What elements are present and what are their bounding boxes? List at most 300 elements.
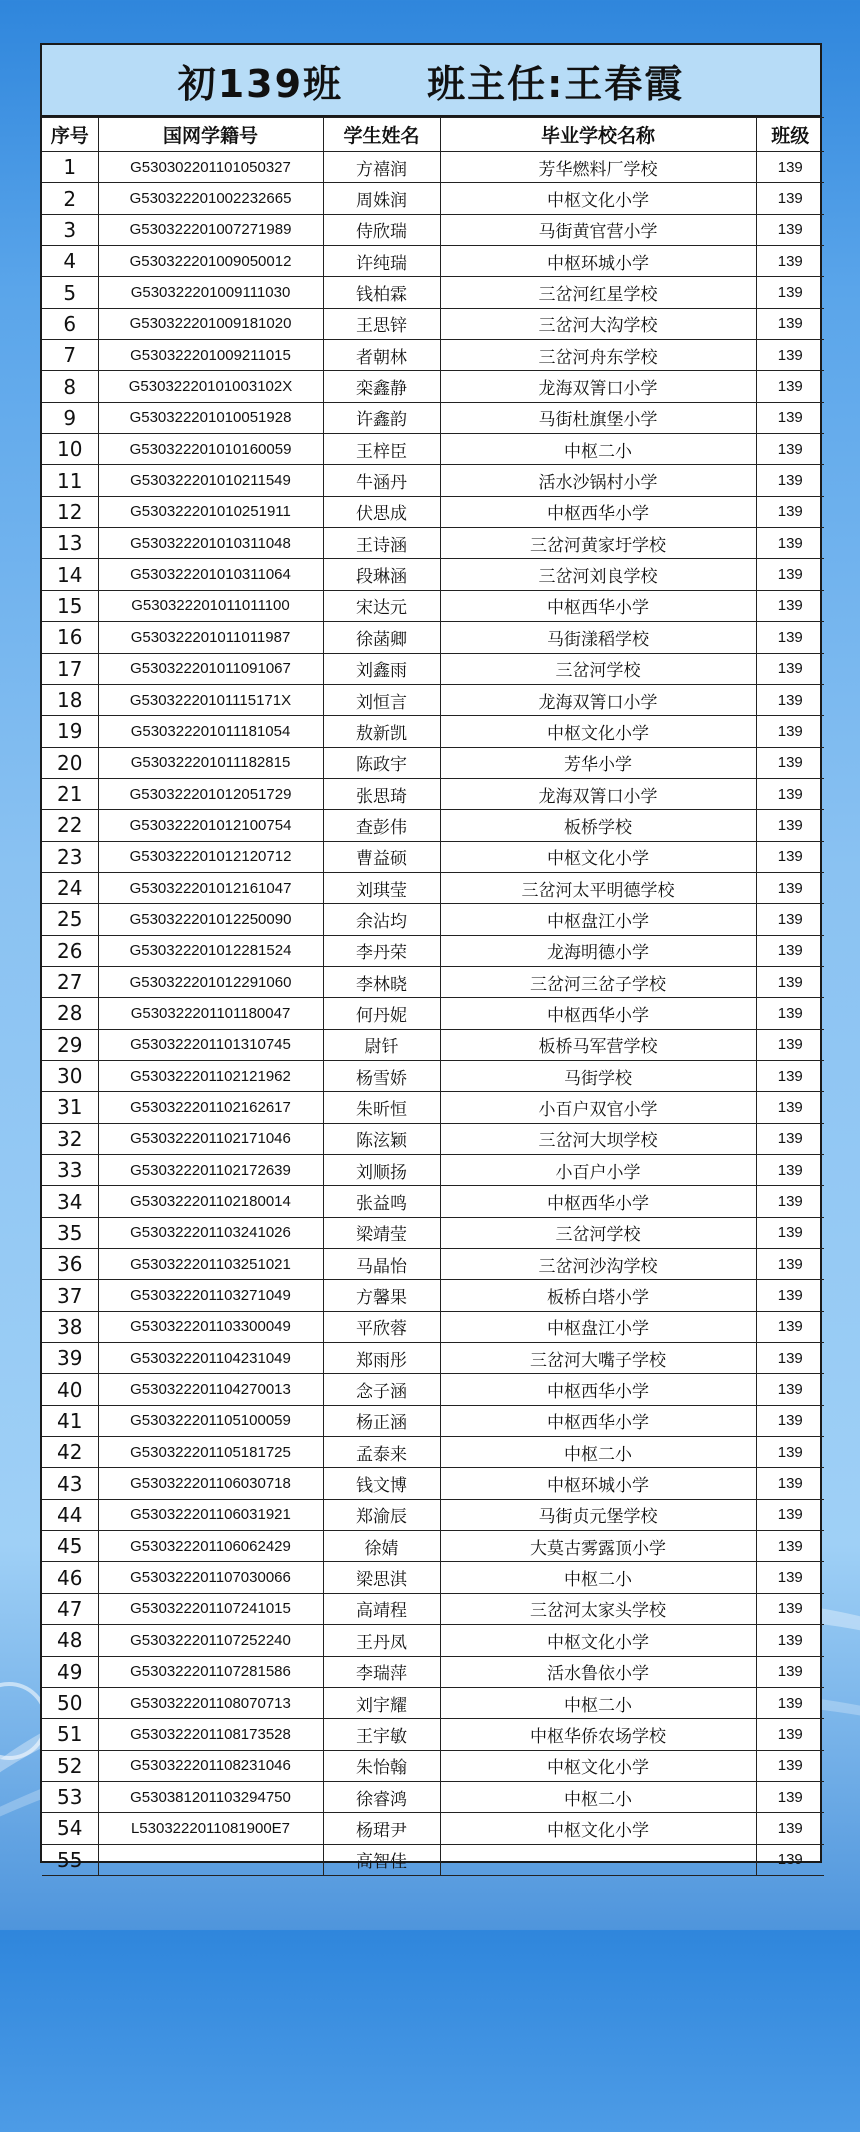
cell-class: 139 — [756, 1092, 824, 1123]
table-row — [42, 559, 824, 590]
cell-index: 34 — [42, 1186, 98, 1217]
cell-student-name: 敖新凯 — [323, 716, 440, 747]
cell-student-id: G530322201107252240 — [98, 1625, 323, 1656]
cell-index: 5 — [42, 277, 98, 308]
cell-class: 139 — [756, 1562, 824, 1593]
cell-student-name: 马晶怡 — [323, 1249, 440, 1280]
head-teacher: 班主任:王春霞 — [427, 61, 685, 106]
cell-class: 139 — [756, 371, 824, 402]
cell-student-name: 余沾均 — [323, 904, 440, 935]
cell-student-id: G530322201012291060 — [98, 966, 323, 997]
cell-school: 马街贞元堡学校 — [440, 1499, 756, 1530]
cell-student-id: G530322201011181054 — [98, 716, 323, 747]
cell-student-id: G530322201102121962 — [98, 1060, 323, 1091]
cell-index: 18 — [42, 684, 98, 715]
cell-school: 三岔河黄家圩学校 — [440, 528, 756, 559]
table-row — [42, 590, 824, 621]
cell-school: 中枢西华小学 — [440, 1186, 756, 1217]
cell-index: 40 — [42, 1374, 98, 1405]
cell-student-id: G530322201011011987 — [98, 622, 323, 653]
cell-index: 51 — [42, 1719, 98, 1750]
cell-student-name: 曹益硕 — [323, 841, 440, 872]
table-row — [42, 1155, 824, 1186]
cell-index: 2 — [42, 183, 98, 214]
cell-school: 中枢二小 — [440, 1687, 756, 1718]
cell-student-name: 刘宇耀 — [323, 1687, 440, 1718]
cell-index: 23 — [42, 841, 98, 872]
cell-student-name: 李林晓 — [323, 966, 440, 997]
cell-student-id: G530322201103241026 — [98, 1217, 323, 1248]
table-row — [42, 402, 824, 433]
cell-student-name: 侍欣瑞 — [323, 214, 440, 245]
cell-index: 20 — [42, 747, 98, 778]
table-row — [42, 841, 824, 872]
cell-school: 马街黄官营小学 — [440, 214, 756, 245]
cell-student-id: G530322201009050012 — [98, 246, 323, 277]
cell-school: 中枢二小 — [440, 1437, 756, 1468]
cell-student-name: 王梓臣 — [323, 434, 440, 465]
table-row — [42, 1656, 824, 1687]
cell-class: 139 — [756, 1374, 824, 1405]
table-row — [42, 1405, 824, 1436]
cell-class: 139 — [756, 183, 824, 214]
cell-index: 53 — [42, 1781, 98, 1812]
table-row — [42, 622, 824, 653]
cell-student-id: G530322201012250090 — [98, 904, 323, 935]
table-row — [42, 214, 824, 245]
cell-index: 48 — [42, 1625, 98, 1656]
cell-school: 三岔河红星学校 — [440, 277, 756, 308]
cell-student-id: G530322201011182815 — [98, 747, 323, 778]
cell-class: 139 — [756, 277, 824, 308]
cell-school: 中枢西华小学 — [440, 998, 756, 1029]
cell-student-id: G530322201011011100 — [98, 590, 323, 621]
cell-class: 139 — [756, 1280, 824, 1311]
cell-school: 中枢西华小学 — [440, 1374, 756, 1405]
cell-student-id: G530322201108070713 — [98, 1687, 323, 1718]
cell-student-name: 李丹荣 — [323, 935, 440, 966]
cell-index: 3 — [42, 214, 98, 245]
cell-student-id: G530322201012161047 — [98, 872, 323, 903]
cell-school: 中枢西华小学 — [440, 1405, 756, 1436]
cell-student-id: G530322201009181020 — [98, 308, 323, 339]
cell-class: 139 — [756, 590, 824, 621]
cell-class: 139 — [756, 810, 824, 841]
cell-student-name: 郑雨彤 — [323, 1343, 440, 1374]
cell-index: 47 — [42, 1593, 98, 1624]
cell-student-name: 周姝润 — [323, 183, 440, 214]
cell-class: 139 — [756, 1060, 824, 1091]
cell-index: 28 — [42, 998, 98, 1029]
cell-class: 139 — [756, 402, 824, 433]
cell-student-name: 梁思淇 — [323, 1562, 440, 1593]
cell-school: 中枢环城小学 — [440, 1468, 756, 1499]
table-row — [42, 1249, 824, 1280]
cell-class: 139 — [756, 434, 824, 465]
cell-index: 33 — [42, 1155, 98, 1186]
cell-student-name: 王思锌 — [323, 308, 440, 339]
cell-class: 139 — [756, 496, 824, 527]
table-row — [42, 1343, 824, 1374]
table-row — [42, 998, 824, 1029]
cell-class: 139 — [756, 559, 824, 590]
cell-school: 中枢二小 — [440, 1562, 756, 1593]
cell-class: 139 — [756, 935, 824, 966]
cell-index: 27 — [42, 966, 98, 997]
cell-student-name: 徐菡卿 — [323, 622, 440, 653]
cell-class: 139 — [756, 1593, 824, 1624]
cell-student-name: 徐睿鸿 — [323, 1781, 440, 1812]
cell-index: 10 — [42, 434, 98, 465]
cell-student-name: 方馨果 — [323, 1280, 440, 1311]
cell-student-name: 高智佳 — [323, 1844, 440, 1875]
table-row — [42, 371, 824, 402]
cell-student-name: 钱柏霖 — [323, 277, 440, 308]
cell-index: 46 — [42, 1562, 98, 1593]
cell-student-id: G530322201102162617 — [98, 1092, 323, 1123]
cell-student-id: G530322201108231046 — [98, 1750, 323, 1781]
cell-student-id: G530322201009111030 — [98, 277, 323, 308]
table-row — [42, 1468, 824, 1499]
cell-index: 8 — [42, 371, 98, 402]
table-row — [42, 1531, 824, 1562]
cell-school: 中枢盘江小学 — [440, 904, 756, 935]
cell-student-name: 念子涵 — [323, 1374, 440, 1405]
table-row — [42, 246, 824, 277]
table-row — [42, 778, 824, 809]
cell-student-name: 王诗涵 — [323, 528, 440, 559]
cell-school: 中枢二小 — [440, 434, 756, 465]
cell-student-id: G530322201010160059 — [98, 434, 323, 465]
cell-student-name: 朱昕恒 — [323, 1092, 440, 1123]
cell-index: 19 — [42, 716, 98, 747]
cell-student-name: 平欣蓉 — [323, 1311, 440, 1342]
cell-student-name: 张益鸣 — [323, 1186, 440, 1217]
cell-school: 板桥白塔小学 — [440, 1280, 756, 1311]
table-row — [42, 496, 824, 527]
cell-student-name: 许鑫韵 — [323, 402, 440, 433]
cell-student-id: G530322201107030066 — [98, 1562, 323, 1593]
cell-student-id: G530322201012281524 — [98, 935, 323, 966]
cell-student-id — [98, 1844, 323, 1875]
column-header-student-name: 学生姓名 — [323, 118, 440, 152]
table-row — [42, 434, 824, 465]
cell-school: 三岔河太平明德学校 — [440, 872, 756, 903]
cell-class: 139 — [756, 214, 824, 245]
cell-school: 马街学校 — [440, 1060, 756, 1091]
cell-school: 三岔河学校 — [440, 653, 756, 684]
table-row — [42, 1374, 824, 1405]
table-row — [42, 1217, 824, 1248]
cell-student-name: 查彭伟 — [323, 810, 440, 841]
cell-school: 中枢西华小学 — [440, 590, 756, 621]
cell-index: 31 — [42, 1092, 98, 1123]
table-header-row — [42, 118, 824, 152]
cell-index: 37 — [42, 1280, 98, 1311]
cell-index: 55 — [42, 1844, 98, 1875]
cell-student-id: G530381201103294750 — [98, 1781, 323, 1812]
cell-student-name: 牛涵丹 — [323, 465, 440, 496]
cell-school: 三岔河舟东学校 — [440, 340, 756, 371]
cell-student-name: 郑渝辰 — [323, 1499, 440, 1530]
cell-student-id: L5303222011081900E7 — [98, 1813, 323, 1844]
cell-school: 中枢西华小学 — [440, 496, 756, 527]
class-name: 初139班 — [177, 61, 344, 106]
cell-student-id: G530322201010211549 — [98, 465, 323, 496]
cell-student-id: G530322201104270013 — [98, 1374, 323, 1405]
cell-index: 52 — [42, 1750, 98, 1781]
cell-class: 139 — [756, 747, 824, 778]
cell-class: 139 — [756, 1531, 824, 1562]
cell-class: 139 — [756, 778, 824, 809]
cell-student-id: G530322201101180047 — [98, 998, 323, 1029]
cell-index: 7 — [42, 340, 98, 371]
cell-student-name: 许纯瑞 — [323, 246, 440, 277]
cell-student-id: G530322201009211015 — [98, 340, 323, 371]
table-row — [42, 1562, 824, 1593]
cell-student-name: 王宇敏 — [323, 1719, 440, 1750]
cell-student-id: G530322201108173528 — [98, 1719, 323, 1750]
cell-school: 中枢二小 — [440, 1781, 756, 1812]
cell-class: 139 — [756, 1217, 824, 1248]
cell-student-name: 李瑞萍 — [323, 1656, 440, 1687]
cell-student-id: G530322201101310745 — [98, 1029, 323, 1060]
cell-school: 中枢华侨农场学校 — [440, 1719, 756, 1750]
cell-school: 龙海双箐口小学 — [440, 684, 756, 715]
cell-class: 139 — [756, 904, 824, 935]
cell-student-id: G530322201104231049 — [98, 1343, 323, 1374]
table-row — [42, 1781, 824, 1812]
cell-student-id: G530322201012100754 — [98, 810, 323, 841]
cell-student-name: 杨珺尹 — [323, 1813, 440, 1844]
cell-index: 13 — [42, 528, 98, 559]
cell-student-id: G530322201103300049 — [98, 1311, 323, 1342]
column-header-school: 毕业学校名称 — [440, 118, 756, 152]
cell-student-name: 方禧润 — [323, 152, 440, 183]
cell-student-id: G530322201012051729 — [98, 778, 323, 809]
table-row — [42, 528, 824, 559]
cell-school: 三岔河太家头学校 — [440, 1593, 756, 1624]
table-row — [42, 1625, 824, 1656]
cell-student-name: 刘鑫雨 — [323, 653, 440, 684]
table-row — [42, 935, 824, 966]
cell-student-id: G530322201107281586 — [98, 1656, 323, 1687]
cell-class: 139 — [756, 1687, 824, 1718]
column-header-index: 序号 — [42, 118, 98, 152]
cell-school: 芳华小学 — [440, 747, 756, 778]
cell-school: 小百户小学 — [440, 1155, 756, 1186]
cell-student-name: 梁靖莹 — [323, 1217, 440, 1248]
cell-class: 139 — [756, 1625, 824, 1656]
cell-student-id: G530322201007271989 — [98, 214, 323, 245]
table-row — [42, 1437, 824, 1468]
cell-student-id: G530322201103271049 — [98, 1280, 323, 1311]
table-row — [42, 183, 824, 214]
cell-student-name: 陈泫颖 — [323, 1123, 440, 1154]
cell-school: 芳华燃料厂学校 — [440, 152, 756, 183]
cell-index: 24 — [42, 872, 98, 903]
cell-school: 中枢文化小学 — [440, 1625, 756, 1656]
cell-index: 6 — [42, 308, 98, 339]
cell-class: 139 — [756, 465, 824, 496]
cell-student-id: G530322201107241015 — [98, 1593, 323, 1624]
cell-student-name: 钱文博 — [323, 1468, 440, 1499]
table-row — [42, 1593, 824, 1624]
cell-student-name: 伏思成 — [323, 496, 440, 527]
table-row — [42, 653, 824, 684]
cell-student-name: 张思琦 — [323, 778, 440, 809]
cell-class: 139 — [756, 1155, 824, 1186]
cell-index: 29 — [42, 1029, 98, 1060]
cell-student-name: 宋达元 — [323, 590, 440, 621]
cell-class: 139 — [756, 1813, 824, 1844]
cell-student-name: 高靖程 — [323, 1593, 440, 1624]
cell-school: 三岔河学校 — [440, 1217, 756, 1248]
cell-school: 龙海明德小学 — [440, 935, 756, 966]
cell-school: 三岔河刘良学校 — [440, 559, 756, 590]
table-row — [42, 1719, 824, 1750]
cell-school: 龙海双箐口小学 — [440, 371, 756, 402]
cell-school: 中枢文化小学 — [440, 841, 756, 872]
cell-index: 36 — [42, 1249, 98, 1280]
cell-student-id: G530322201106030718 — [98, 1468, 323, 1499]
cell-student-id: G530322201105181725 — [98, 1437, 323, 1468]
cell-student-id: G530322201010311048 — [98, 528, 323, 559]
cell-student-name: 栾鑫静 — [323, 371, 440, 402]
table-row — [42, 308, 824, 339]
cell-student-name: 朱怡翰 — [323, 1750, 440, 1781]
cell-student-name: 杨雪娇 — [323, 1060, 440, 1091]
cell-student-name: 何丹妮 — [323, 998, 440, 1029]
table-row — [42, 465, 824, 496]
cell-school: 中枢文化小学 — [440, 1750, 756, 1781]
cell-class: 139 — [756, 1186, 824, 1217]
cell-student-name: 刘顺扬 — [323, 1155, 440, 1186]
cell-class: 139 — [756, 1656, 824, 1687]
cell-index: 12 — [42, 496, 98, 527]
cell-student-id: G530322201103251021 — [98, 1249, 323, 1280]
cell-index: 43 — [42, 1468, 98, 1499]
cell-student-id: G530322201012120712 — [98, 841, 323, 872]
cell-student-id: G53032220101003102X — [98, 371, 323, 402]
table-row — [42, 1311, 824, 1342]
table-row — [42, 1186, 824, 1217]
cell-student-name: 刘恒言 — [323, 684, 440, 715]
cell-class: 139 — [756, 308, 824, 339]
cell-index: 42 — [42, 1437, 98, 1468]
column-header-student-id: 国网学籍号 — [98, 118, 323, 152]
table-row — [42, 684, 824, 715]
table-row — [42, 1750, 824, 1781]
cell-student-id: G530322201002232665 — [98, 183, 323, 214]
table-row — [42, 716, 824, 747]
cell-class: 139 — [756, 1750, 824, 1781]
table-row — [42, 747, 824, 778]
cell-class: 139 — [756, 872, 824, 903]
cell-school: 三岔河三岔子学校 — [440, 966, 756, 997]
cell-class: 139 — [756, 684, 824, 715]
cell-school — [440, 1844, 756, 1875]
cell-school: 马街漾稻学校 — [440, 622, 756, 653]
table-row — [42, 810, 824, 841]
cell-index: 39 — [42, 1343, 98, 1374]
cell-school: 中枢文化小学 — [440, 716, 756, 747]
cell-index: 45 — [42, 1531, 98, 1562]
cell-school: 板桥马军营学校 — [440, 1029, 756, 1060]
cell-student-name: 杨正涵 — [323, 1405, 440, 1436]
cell-school: 中枢盘江小学 — [440, 1311, 756, 1342]
cell-class: 139 — [756, 1437, 824, 1468]
cell-class: 139 — [756, 966, 824, 997]
cell-index: 38 — [42, 1311, 98, 1342]
cell-student-id: G530322201102171046 — [98, 1123, 323, 1154]
cell-student-name: 徐婧 — [323, 1531, 440, 1562]
cell-student-id: G530322201010311064 — [98, 559, 323, 590]
cell-index: 25 — [42, 904, 98, 935]
cell-school: 板桥学校 — [440, 810, 756, 841]
table-row — [42, 340, 824, 371]
cell-class: 139 — [756, 1499, 824, 1530]
table-row — [42, 1123, 824, 1154]
cell-student-name: 刘琪莹 — [323, 872, 440, 903]
cell-class: 139 — [756, 622, 824, 653]
cell-class: 139 — [756, 1781, 824, 1812]
cell-index: 49 — [42, 1656, 98, 1687]
cell-class: 139 — [756, 1719, 824, 1750]
cell-class: 139 — [756, 653, 824, 684]
table-row — [42, 1280, 824, 1311]
cell-index: 22 — [42, 810, 98, 841]
cell-school: 活水鲁依小学 — [440, 1656, 756, 1687]
cell-index: 4 — [42, 246, 98, 277]
roster-table — [42, 117, 824, 1876]
cell-student-name: 尉钎 — [323, 1029, 440, 1060]
cell-student-name: 陈政宇 — [323, 747, 440, 778]
cell-class: 139 — [756, 716, 824, 747]
cell-class: 139 — [756, 1844, 824, 1875]
cell-student-name: 王丹凤 — [323, 1625, 440, 1656]
table-row — [42, 872, 824, 903]
cell-index: 1 — [42, 152, 98, 183]
cell-school: 三岔河沙沟学校 — [440, 1249, 756, 1280]
cell-class: 139 — [756, 246, 824, 277]
table-row — [42, 1060, 824, 1091]
cell-class: 139 — [756, 152, 824, 183]
table-row — [42, 152, 824, 183]
cell-class: 139 — [756, 1343, 824, 1374]
cell-index: 21 — [42, 778, 98, 809]
cell-class: 139 — [756, 1311, 824, 1342]
cell-school: 马街杜旗堡小学 — [440, 402, 756, 433]
cell-index: 30 — [42, 1060, 98, 1091]
cell-student-name: 者朝林 — [323, 340, 440, 371]
cell-class: 139 — [756, 528, 824, 559]
cell-school: 三岔河大沟学校 — [440, 308, 756, 339]
cell-school: 龙海双箐口小学 — [440, 778, 756, 809]
cell-student-id: G530322201011091067 — [98, 653, 323, 684]
cell-index: 35 — [42, 1217, 98, 1248]
cell-student-id: G53032220101115171X — [98, 684, 323, 715]
cell-index: 16 — [42, 622, 98, 653]
table-row — [42, 1499, 824, 1530]
cell-student-id: G530322201106062429 — [98, 1531, 323, 1562]
cell-student-id: G530322201102180014 — [98, 1186, 323, 1217]
cell-school: 大莫古雾露顶小学 — [440, 1531, 756, 1562]
table-row — [42, 966, 824, 997]
cell-index: 26 — [42, 935, 98, 966]
cell-student-id: G530302201101050327 — [98, 152, 323, 183]
cell-student-name: 孟泰来 — [323, 1437, 440, 1468]
